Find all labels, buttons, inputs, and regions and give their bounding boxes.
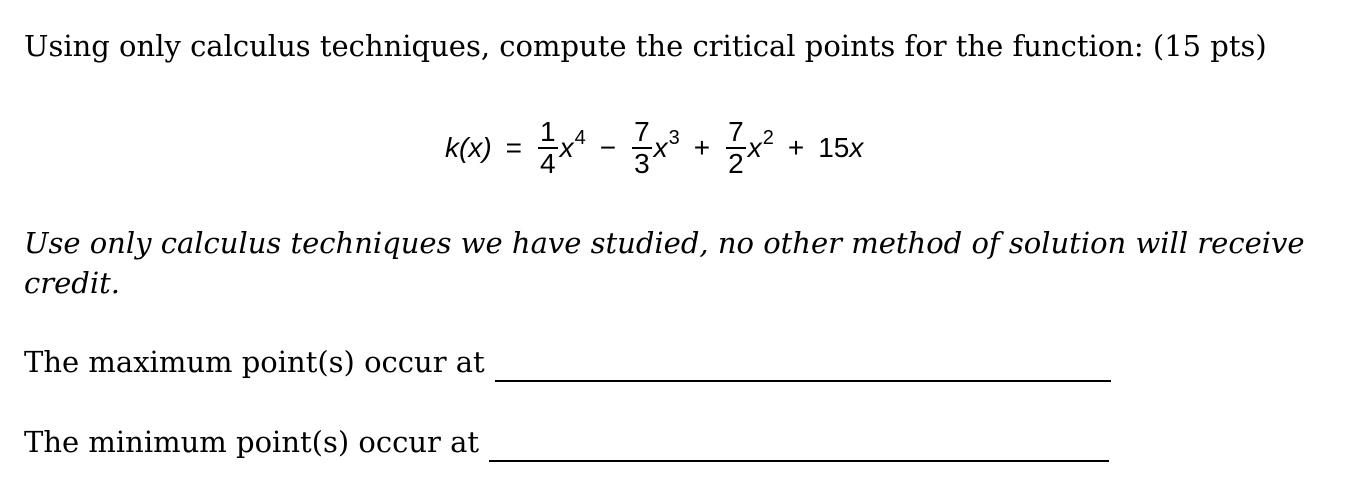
question-prompt: Using only calculus techniques, compute the critical points for the function: (15 pts) (24, 29, 1267, 63)
numerator: 7 (634, 116, 650, 147)
fraction-seven-thirds (632, 117, 652, 179)
fraction-seven-halves (726, 117, 746, 179)
function-name: k(x) (445, 132, 492, 163)
coefficient: 15 (818, 132, 850, 163)
term-quadratic (724, 117, 774, 179)
exponent: 4 (574, 126, 586, 149)
fraction-one-fourth (538, 117, 558, 179)
denominator: 2 (728, 148, 744, 179)
term-cubic (630, 117, 680, 179)
variable: x (849, 132, 864, 163)
minus-sign: − (599, 132, 617, 163)
function-equation (445, 108, 863, 188)
plus-sign: + (693, 132, 711, 163)
equals-sign: = (505, 132, 523, 163)
term-quartic (536, 117, 586, 179)
variable: x (653, 132, 668, 163)
minimum-label: The minimum point(s) occur at (24, 425, 480, 459)
maximum-answer-row (24, 342, 1111, 382)
variable: x (747, 132, 762, 163)
maximum-label: The maximum point(s) occur at (24, 345, 485, 379)
denominator: 4 (540, 148, 556, 179)
plus-sign: + (787, 132, 805, 163)
numerator: 1 (540, 116, 556, 147)
exponent: 2 (762, 126, 774, 149)
variable: x (559, 132, 574, 163)
term-linear (818, 132, 863, 164)
maximum-answer-blank[interactable] (495, 342, 1111, 382)
exponent: 3 (668, 126, 680, 149)
numerator: 7 (728, 116, 744, 147)
denominator: 3 (634, 148, 650, 179)
minimum-answer-row (24, 422, 1109, 462)
instruction-text: Use only calculus techniques we have studied, no other method of solution will receive credit. (24, 226, 1305, 300)
minimum-answer-blank[interactable] (489, 422, 1109, 462)
